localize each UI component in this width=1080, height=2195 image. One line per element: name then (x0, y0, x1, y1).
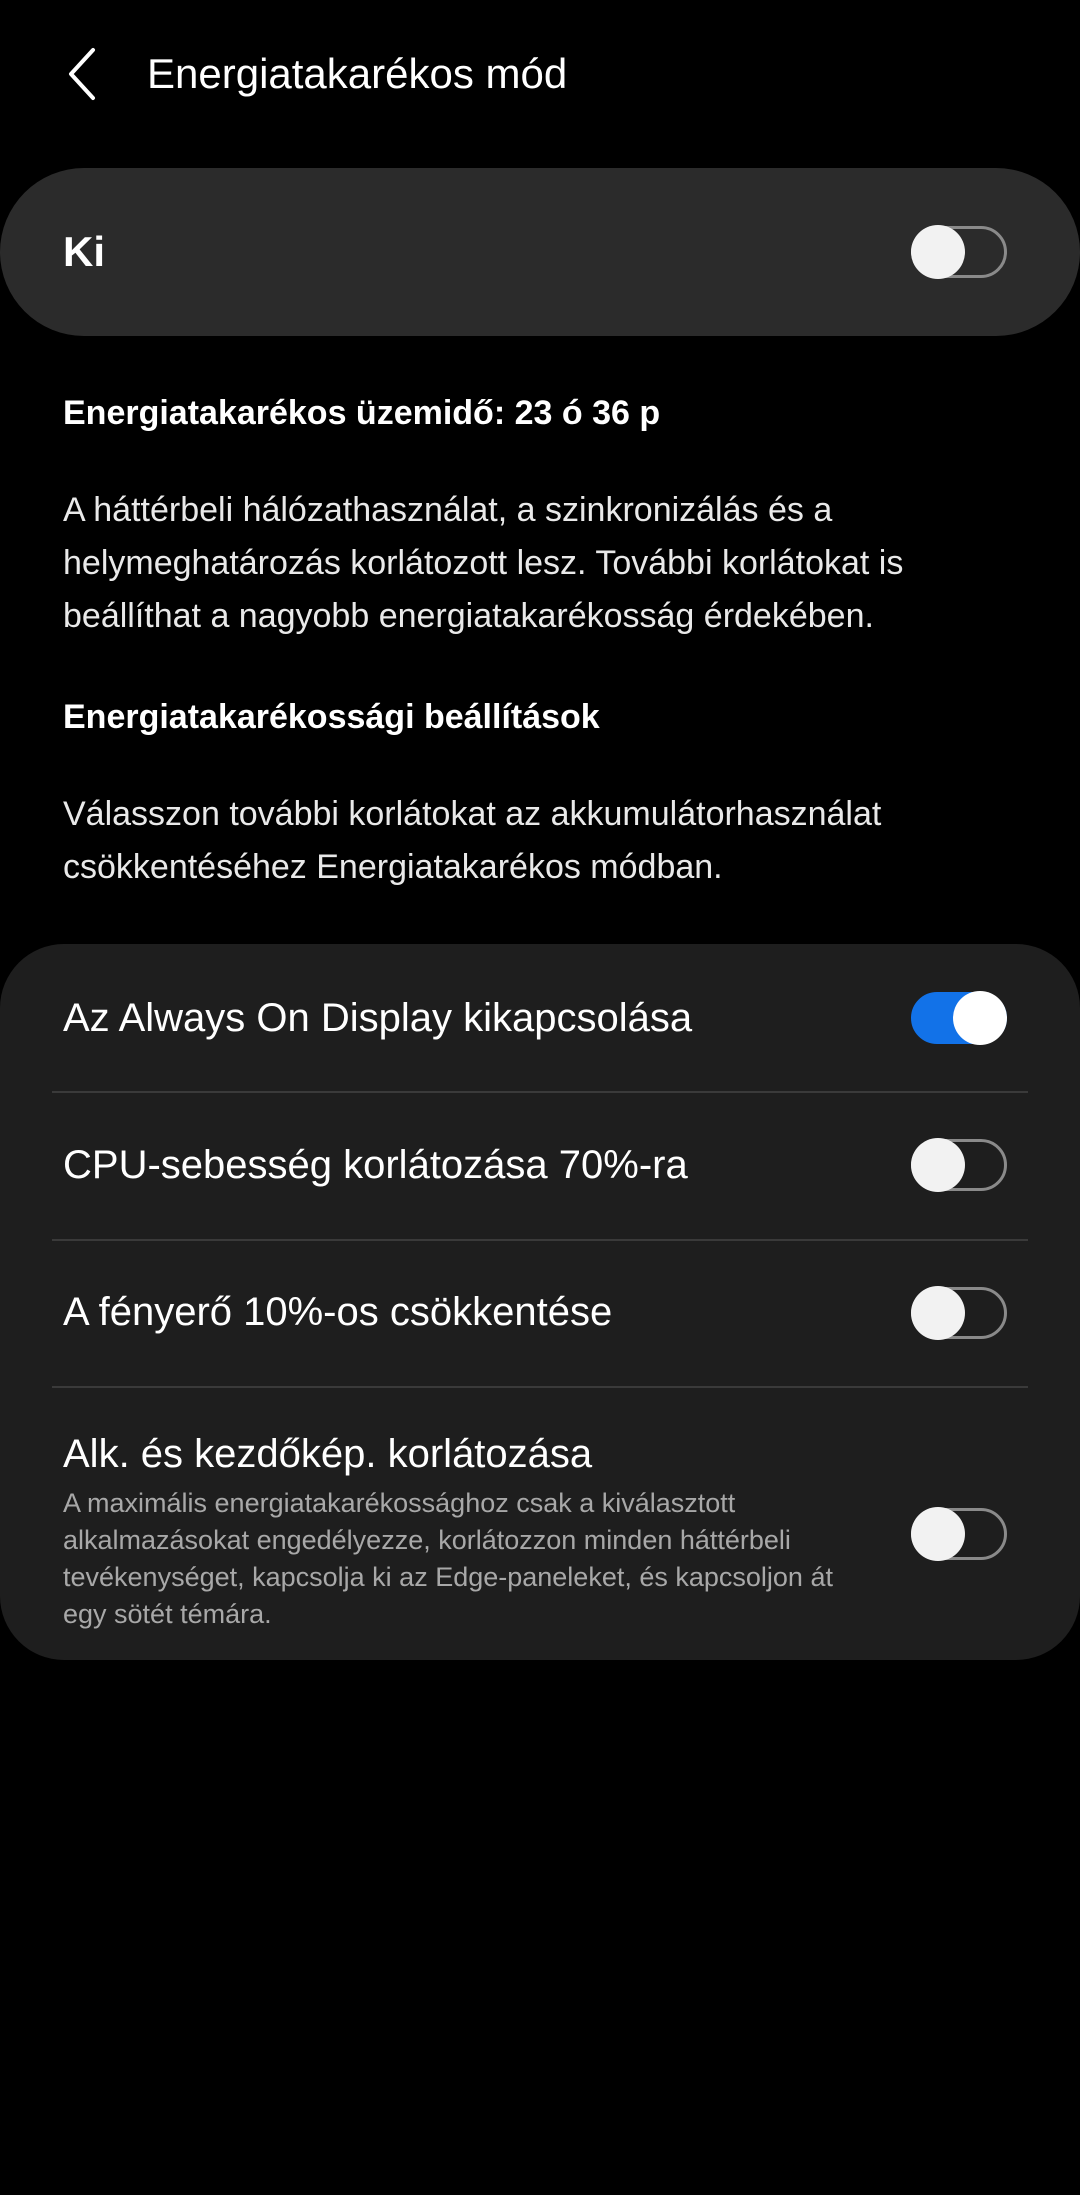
option-label: A fényerő 10%-os csökkentése (63, 1290, 613, 1334)
header (0, 0, 1080, 150)
toggle-knob (911, 1286, 965, 1340)
option-label: Alk. és kezdőkép. korlátozása (63, 1432, 593, 1476)
toggle-knob (911, 1138, 965, 1192)
option-always-on-display[interactable] (0, 944, 1080, 1092)
option-label: CPU-sebesség korlátozása 70%-ra (63, 1143, 688, 1187)
option-label: Az Always On Display kikapcsolása (63, 996, 693, 1040)
mode-description: A háttérbeli hálózathasználat, a szinkronizálás és a helymeghatározás korlátozott lesz. További korlátokat is beállíthat a nagyobb energiatakarékosság érdekében. (63, 491, 904, 635)
always-on-display-toggle[interactable] (911, 992, 1007, 1044)
cpu-limit-toggle[interactable] (911, 1139, 1007, 1191)
page-title: Energiatakarékos mód (147, 50, 568, 97)
toggle-knob (911, 225, 965, 279)
brightness-reduce-toggle[interactable] (911, 1287, 1007, 1339)
toggle-knob (953, 991, 1007, 1045)
back-button[interactable] (50, 36, 114, 112)
option-description: A maximális energiatakarékossághoz csak a kiválasztott alkalmazásokat engedélyezze, korlátozzon minden háttérbeli tevékenységet, kapcsolja ki az Edge-paneleket, és kapcsoljon át egy sötét témára. (63, 1488, 833, 1629)
options-card (0, 944, 1080, 1660)
option-app-restriction[interactable] (0, 1388, 1080, 1660)
master-toggle[interactable] (911, 226, 1007, 278)
runtime-estimate: Energiatakarékos üzemidő: 23 ó 36 p (63, 394, 661, 432)
chevron-left-icon (65, 46, 99, 102)
settings-description: Válasszon további korlátokat az akkumulátorhasználat csökkentéséhez Energiatakarékos módban. (63, 795, 882, 886)
master-switch-card[interactable] (0, 168, 1080, 336)
settings-heading: Energiatakarékossági beállítások (63, 698, 600, 736)
app-restriction-toggle[interactable] (911, 1508, 1007, 1560)
option-brightness-reduce[interactable] (0, 1241, 1080, 1387)
option-cpu-limit[interactable] (0, 1093, 1080, 1239)
toggle-knob (911, 1507, 965, 1561)
master-switch-label: Ki (63, 228, 105, 275)
